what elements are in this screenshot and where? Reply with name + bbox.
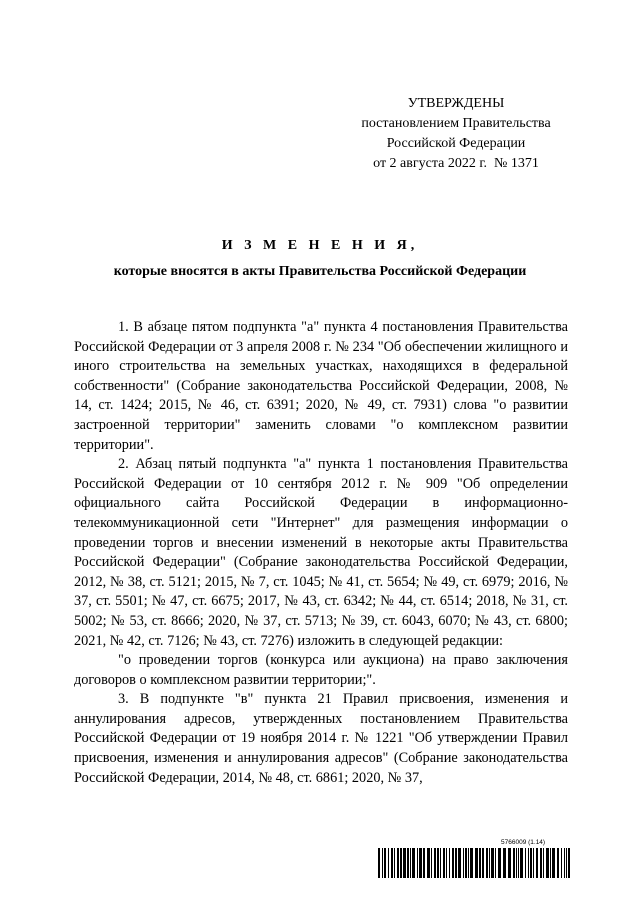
paragraph-2: 2. Абзац пятый подпункта "а" пункта 1 постановления Правительства Российской Федерации от 10 сентября 2012 г. № 909 "Об определении официального сайта Российской Федерации в информационно-телекоммуникационной сети "Интернет" для размещения информации о проведении торгов и внесении изменений в некоторые акты Правительства Российской Федерации" (Собрание законодательства Российской Федерации, 2012, № 38, ст. 5121; 2015, № 7, ст. 1045; № 41, ст. 5654; № 49, ст. 6979; 2016, № 37, ст. 5501; № 47, ст. 6675; 2017, № 43, ст. 6342; № 44, ст. 6514; 2018, № 31, ст. 5002; № 53, ст. 8666; 2020, № 37, ст. 5713; № 39, ст. 6043, 6070; № 43, ст. 6800; 2021, № 42, ст. 7126; № 43, ст. 7276) изложить в следующей редакции: [74,456,568,649]
approval-heading: УТВЕРЖДЕНЫ [407,96,505,111]
document-subtitle: которые вносятся в акты Правительства Российской Федерации [113,264,527,279]
approval-block [336,94,576,174]
approval-line: постановлением Правительства [361,116,551,131]
approval-date: от 2 августа 2022 г. № 1371 [373,156,539,171]
document-body [74,318,568,788]
paragraph-1: 1. В абзаце пятом подпункта "а" пункта 4 постановления Правительства Российской Федерации от 3 апреля 2008 г. № 234 "Об обеспечении жилищного и иного строительства на земельных участках, находящихся в федеральной собственности" (Собрание законодательства Российской Федерации, 2008, № 14, ст. 1424; 2015, № 46, ст. 6391; 2020, № 49, ст. 7931) слова "о развитии застроенной территории" заменить словами "о комплексном развитии территории". [74,319,568,453]
document-code: 5766009 (1.14) [501,839,546,846]
paragraph-quote: "о проведении торгов (конкурса или аукциона) на право заключения договоров о комплексном развитии территории;". [74,652,568,688]
document-title: И З М Е Н Е Н И Я, [221,238,419,253]
paragraph-3: 3. В подпункте "в" пункта 21 Правил присвоения, изменения и аннулирования адресов, утвержденных постановлением Правительства Российской Федерации от 19 ноября 2014 г. № 1221 "Об утверждении Правил присвоения, изменения и аннулирования адресов" (Собрание законодательства Российской Федерации, 2014, № 48, ст. 6861; 2020, № 37, [74,691,568,786]
barcode-image [378,848,572,878]
approval-line: Российской Федерации [386,136,526,151]
